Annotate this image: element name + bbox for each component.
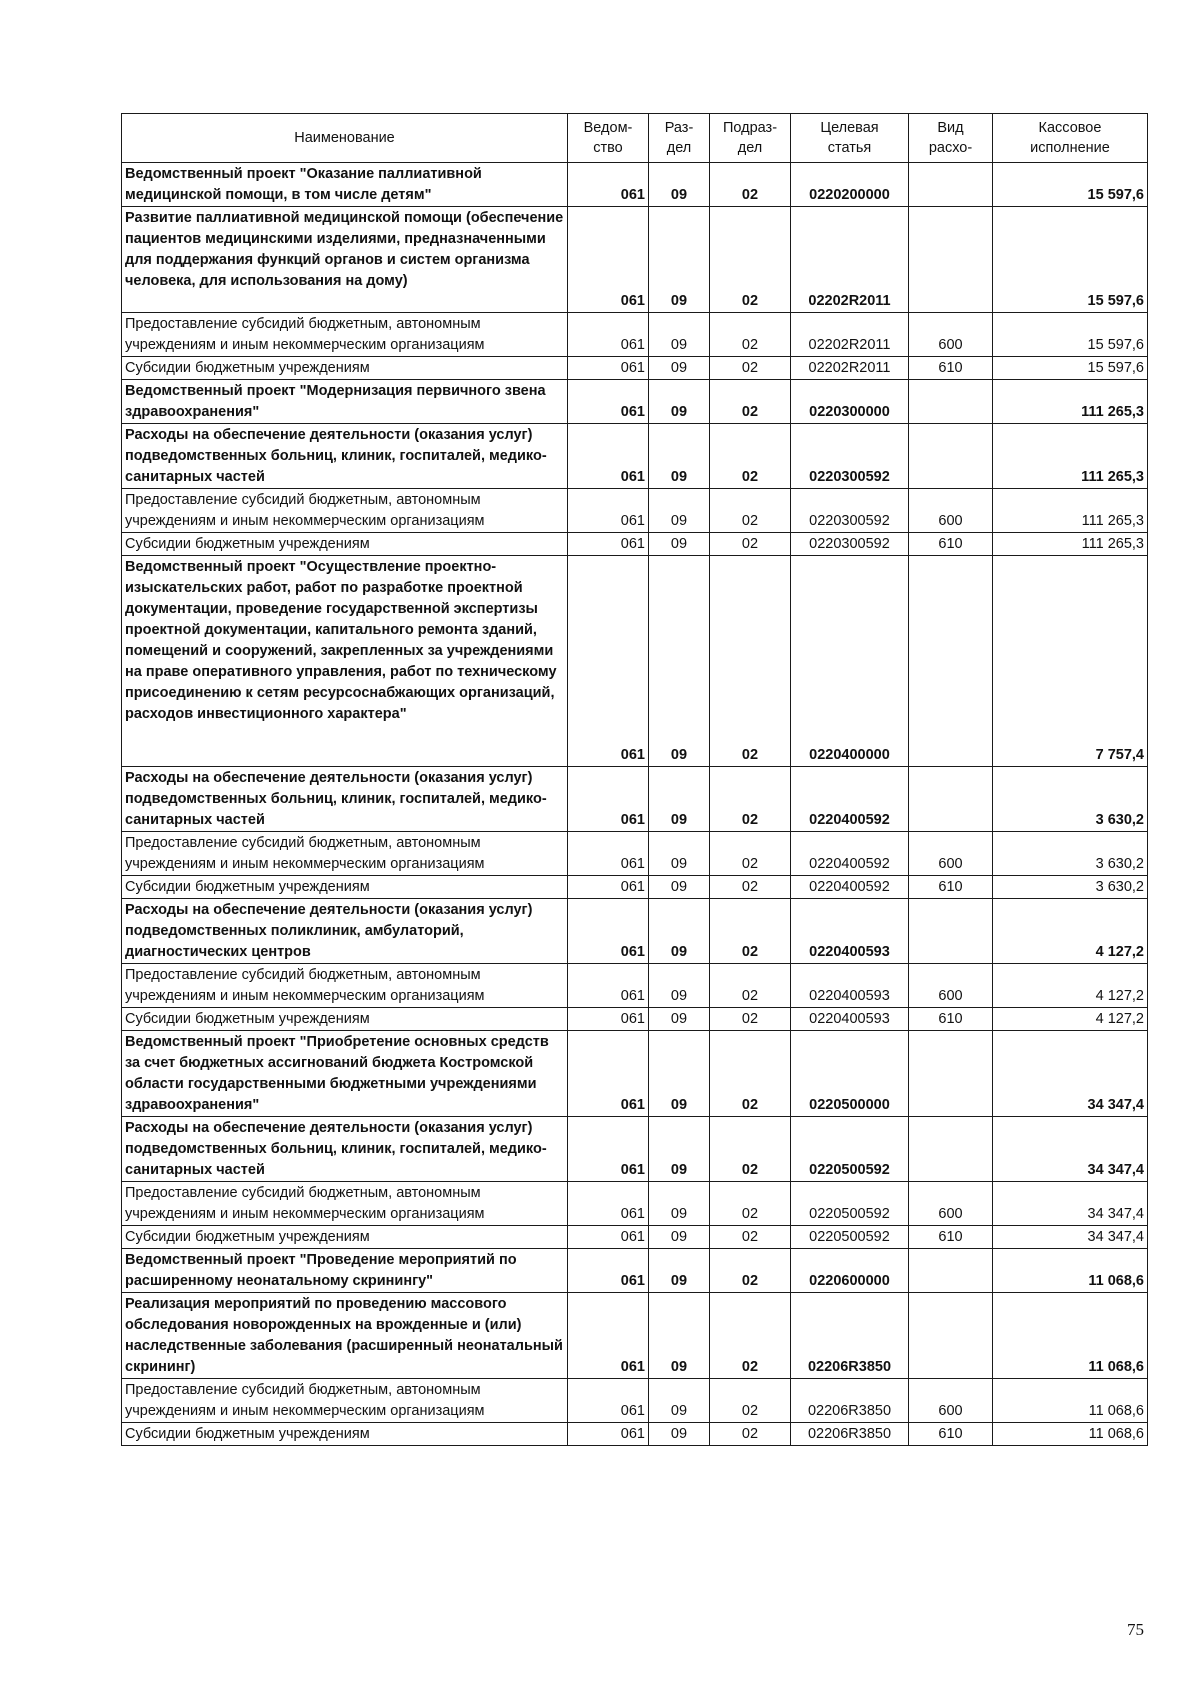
table-row xyxy=(122,899,1148,964)
cell-statya: 0220600000 xyxy=(791,1249,909,1293)
budget-table xyxy=(121,113,1148,1446)
table-row xyxy=(122,767,1148,832)
cell-podrazdel: 02 xyxy=(710,1379,791,1423)
cell-razdel: 09 xyxy=(649,1293,710,1379)
page-number: 75 xyxy=(1127,1620,1144,1639)
col-header-vid: Вид расхо- xyxy=(909,114,993,163)
cell-ved: 061 xyxy=(568,832,649,876)
cell-vid: 600 xyxy=(909,489,993,533)
cell-ved: 061 xyxy=(568,1226,649,1249)
col-header-kassa: Кассовое исполнение xyxy=(993,114,1148,163)
cell-razdel: 09 xyxy=(649,1379,710,1423)
cell-ved: 061 xyxy=(568,489,649,533)
cell-razdel: 09 xyxy=(649,207,710,313)
cell-amount: 111 265,3 xyxy=(993,380,1148,424)
cell-ved: 061 xyxy=(568,1249,649,1293)
col-header-name: Наименование xyxy=(122,114,568,163)
cell-razdel: 09 xyxy=(649,1031,710,1117)
cell-razdel: 09 xyxy=(649,313,710,357)
cell-name: Предоставление субсидий бюджетным, автономным учреждениям и иным некоммерческим организациям xyxy=(122,1182,568,1226)
cell-name: Субсидии бюджетным учреждениям xyxy=(122,1423,568,1446)
cell-razdel: 09 xyxy=(649,1249,710,1293)
cell-statya: 0220300000 xyxy=(791,380,909,424)
cell-ved: 061 xyxy=(568,533,649,556)
cell-ved: 061 xyxy=(568,1008,649,1031)
cell-ved: 061 xyxy=(568,1031,649,1117)
cell-podrazdel: 02 xyxy=(710,380,791,424)
cell-vid: 610 xyxy=(909,1423,993,1446)
table-row xyxy=(122,1293,1148,1379)
cell-razdel: 09 xyxy=(649,767,710,832)
cell-razdel: 09 xyxy=(649,1182,710,1226)
cell-statya: 0220300592 xyxy=(791,533,909,556)
cell-amount: 111 265,3 xyxy=(993,424,1148,489)
cell-podrazdel: 02 xyxy=(710,1226,791,1249)
table-row xyxy=(122,1008,1148,1031)
cell-statya: 0220300592 xyxy=(791,489,909,533)
cell-razdel: 09 xyxy=(649,1226,710,1249)
cell-amount: 15 597,6 xyxy=(993,313,1148,357)
cell-razdel: 09 xyxy=(649,380,710,424)
cell-amount: 3 630,2 xyxy=(993,832,1148,876)
table-row xyxy=(122,1117,1148,1182)
cell-razdel: 09 xyxy=(649,533,710,556)
cell-statya: 02202R2011 xyxy=(791,207,909,313)
cell-amount: 11 068,6 xyxy=(993,1249,1148,1293)
cell-ved: 061 xyxy=(568,556,649,767)
cell-name: Развитие паллиативной медицинской помощи (обеспечение пациентов медицинскими изделиями, предназначенными для поддержания функций органов и систем организма человека, для использования на дому) xyxy=(122,207,568,313)
cell-vid: 610 xyxy=(909,357,993,380)
cell-amount: 34 347,4 xyxy=(993,1226,1148,1249)
cell-ved: 061 xyxy=(568,1379,649,1423)
cell-statya: 0220400592 xyxy=(791,832,909,876)
cell-statya: 0220400592 xyxy=(791,767,909,832)
cell-statya: 0220400593 xyxy=(791,964,909,1008)
cell-ved: 061 xyxy=(568,1293,649,1379)
cell-vid xyxy=(909,207,993,313)
cell-amount: 15 597,6 xyxy=(993,357,1148,380)
cell-razdel: 09 xyxy=(649,899,710,964)
cell-ved: 061 xyxy=(568,1117,649,1182)
cell-name: Предоставление субсидий бюджетным, автономным учреждениям и иным некоммерческим организациям xyxy=(122,489,568,533)
table-row xyxy=(122,1249,1148,1293)
cell-vid xyxy=(909,556,993,767)
cell-name: Субсидии бюджетным учреждениям xyxy=(122,876,568,899)
cell-statya: 0220500592 xyxy=(791,1182,909,1226)
table-row xyxy=(122,163,1148,207)
table-row xyxy=(122,357,1148,380)
cell-podrazdel: 02 xyxy=(710,163,791,207)
cell-statya: 0220500000 xyxy=(791,1031,909,1117)
cell-statya: 0220400593 xyxy=(791,899,909,964)
cell-vid: 610 xyxy=(909,533,993,556)
cell-vid: 600 xyxy=(909,964,993,1008)
cell-name: Ведомственный проект "Приобретение основных средств за счет бюджетных ассигнований бюджета Костромской области государственными бюджетными учреждениями здравоохранения" xyxy=(122,1031,568,1117)
cell-name: Расходы на обеспечение деятельности (оказания услуг) подведомственных больниц, клиник, госпиталей, медико-санитарных частей xyxy=(122,1117,568,1182)
cell-name: Предоставление субсидий бюджетным, автономным учреждениям и иным некоммерческим организациям xyxy=(122,832,568,876)
cell-ved: 061 xyxy=(568,357,649,380)
cell-razdel: 09 xyxy=(649,163,710,207)
cell-razdel: 09 xyxy=(649,357,710,380)
cell-statya: 0220200000 xyxy=(791,163,909,207)
cell-razdel: 09 xyxy=(649,832,710,876)
cell-podrazdel: 02 xyxy=(710,899,791,964)
table-row xyxy=(122,380,1148,424)
cell-ved: 061 xyxy=(568,876,649,899)
table-row xyxy=(122,533,1148,556)
cell-amount: 4 127,2 xyxy=(993,899,1148,964)
cell-vid xyxy=(909,899,993,964)
cell-amount: 11 068,6 xyxy=(993,1293,1148,1379)
cell-statya: 0220300592 xyxy=(791,424,909,489)
cell-name: Предоставление субсидий бюджетным, автономным учреждениям и иным некоммерческим организациям xyxy=(122,964,568,1008)
cell-ved: 061 xyxy=(568,207,649,313)
table-row xyxy=(122,424,1148,489)
col-header-razdel: Раз- дел xyxy=(649,114,710,163)
cell-podrazdel: 02 xyxy=(710,556,791,767)
cell-ved: 061 xyxy=(568,964,649,1008)
cell-podrazdel: 02 xyxy=(710,1249,791,1293)
cell-podrazdel: 02 xyxy=(710,489,791,533)
cell-podrazdel: 02 xyxy=(710,533,791,556)
cell-podrazdel: 02 xyxy=(710,313,791,357)
table-row xyxy=(122,832,1148,876)
cell-name: Расходы на обеспечение деятельности (оказания услуг) подведомственных больниц, клиник, госпиталей, медико-санитарных частей xyxy=(122,767,568,832)
cell-amount: 34 347,4 xyxy=(993,1031,1148,1117)
cell-name: Реализация мероприятий по проведению массового обследования новорожденных на врожденные и (или) наследственные заболевания (расширенный неонатальный скрининг) xyxy=(122,1293,568,1379)
cell-statya: 0220500592 xyxy=(791,1117,909,1182)
cell-vid xyxy=(909,380,993,424)
table-body xyxy=(122,163,1148,1446)
cell-podrazdel: 02 xyxy=(710,207,791,313)
table-row xyxy=(122,876,1148,899)
cell-razdel: 09 xyxy=(649,556,710,767)
col-header-ved: Ведом- ство xyxy=(568,114,649,163)
cell-vid: 610 xyxy=(909,876,993,899)
cell-statya: 0220400000 xyxy=(791,556,909,767)
cell-statya: 02202R2011 xyxy=(791,313,909,357)
cell-amount: 4 127,2 xyxy=(993,1008,1148,1031)
cell-statya: 0220400592 xyxy=(791,876,909,899)
cell-amount: 34 347,4 xyxy=(993,1117,1148,1182)
cell-ved: 061 xyxy=(568,313,649,357)
cell-razdel: 09 xyxy=(649,876,710,899)
cell-ved: 061 xyxy=(568,424,649,489)
cell-vid: 610 xyxy=(909,1226,993,1249)
table-row xyxy=(122,1182,1148,1226)
table-row xyxy=(122,1379,1148,1423)
cell-amount: 11 068,6 xyxy=(993,1423,1148,1446)
table-row xyxy=(122,964,1148,1008)
cell-ved: 061 xyxy=(568,1182,649,1226)
cell-name: Субсидии бюджетным учреждениям xyxy=(122,533,568,556)
cell-name: Ведомственный проект "Оказание паллиативной медицинской помощи, в том числе детям" xyxy=(122,163,568,207)
cell-amount: 7 757,4 xyxy=(993,556,1148,767)
cell-amount: 34 347,4 xyxy=(993,1182,1148,1226)
cell-vid: 600 xyxy=(909,1379,993,1423)
cell-vid: 600 xyxy=(909,313,993,357)
cell-podrazdel: 02 xyxy=(710,832,791,876)
cell-podrazdel: 02 xyxy=(710,1182,791,1226)
cell-podrazdel: 02 xyxy=(710,1117,791,1182)
cell-vid xyxy=(909,424,993,489)
col-header-podrazdel: Подраз- дел xyxy=(710,114,791,163)
cell-vid xyxy=(909,1293,993,1379)
table-row xyxy=(122,489,1148,533)
cell-statya: 02206R3850 xyxy=(791,1293,909,1379)
cell-amount: 15 597,6 xyxy=(993,207,1148,313)
cell-podrazdel: 02 xyxy=(710,1293,791,1379)
cell-statya: 0220400593 xyxy=(791,1008,909,1031)
cell-name: Ведомственный проект "Проведение мероприятий по расширенному неонатальному скринингу" xyxy=(122,1249,568,1293)
cell-vid: 610 xyxy=(909,1008,993,1031)
cell-vid xyxy=(909,1117,993,1182)
col-header-statya: Целевая статья xyxy=(791,114,909,163)
cell-podrazdel: 02 xyxy=(710,964,791,1008)
cell-name: Расходы на обеспечение деятельности (оказания услуг) подведомственных поликлиник, амбулаторий, диагностических центров xyxy=(122,899,568,964)
cell-podrazdel: 02 xyxy=(710,767,791,832)
cell-ved: 061 xyxy=(568,899,649,964)
cell-podrazdel: 02 xyxy=(710,876,791,899)
table-row xyxy=(122,1423,1148,1446)
cell-name: Субсидии бюджетным учреждениям xyxy=(122,1226,568,1249)
cell-amount: 3 630,2 xyxy=(993,767,1148,832)
cell-vid: 600 xyxy=(909,832,993,876)
table-header xyxy=(122,114,1148,163)
table-row xyxy=(122,1226,1148,1249)
cell-name: Предоставление субсидий бюджетным, автономным учреждениям и иным некоммерческим организациям xyxy=(122,313,568,357)
cell-statya: 0220500592 xyxy=(791,1226,909,1249)
cell-ved: 061 xyxy=(568,380,649,424)
cell-statya: 02202R2011 xyxy=(791,357,909,380)
cell-name: Расходы на обеспечение деятельности (оказания услуг) подведомственных больниц, клиник, госпиталей, медико-санитарных частей xyxy=(122,424,568,489)
cell-vid xyxy=(909,1031,993,1117)
cell-amount: 4 127,2 xyxy=(993,964,1148,1008)
cell-razdel: 09 xyxy=(649,1008,710,1031)
table-row xyxy=(122,556,1148,767)
cell-vid xyxy=(909,1249,993,1293)
cell-podrazdel: 02 xyxy=(710,357,791,380)
cell-ved: 061 xyxy=(568,1423,649,1446)
cell-vid xyxy=(909,163,993,207)
cell-podrazdel: 02 xyxy=(710,1031,791,1117)
cell-vid xyxy=(909,767,993,832)
table-row xyxy=(122,313,1148,357)
cell-name: Ведомственный проект "Модернизация первичного звена здравоохранения" xyxy=(122,380,568,424)
cell-podrazdel: 02 xyxy=(710,424,791,489)
cell-amount: 3 630,2 xyxy=(993,876,1148,899)
table-row xyxy=(122,207,1148,313)
cell-ved: 061 xyxy=(568,163,649,207)
cell-vid: 600 xyxy=(909,1182,993,1226)
cell-name: Предоставление субсидий бюджетным, автономным учреждениям и иным некоммерческим организациям xyxy=(122,1379,568,1423)
cell-razdel: 09 xyxy=(649,489,710,533)
cell-ved: 061 xyxy=(568,767,649,832)
cell-amount: 15 597,6 xyxy=(993,163,1148,207)
cell-podrazdel: 02 xyxy=(710,1423,791,1446)
cell-name: Субсидии бюджетным учреждениям xyxy=(122,357,568,380)
table-row xyxy=(122,1031,1148,1117)
cell-amount: 11 068,6 xyxy=(993,1379,1148,1423)
cell-razdel: 09 xyxy=(649,1423,710,1446)
cell-name: Субсидии бюджетным учреждениям xyxy=(122,1008,568,1031)
cell-razdel: 09 xyxy=(649,424,710,489)
cell-podrazdel: 02 xyxy=(710,1008,791,1031)
cell-amount: 111 265,3 xyxy=(993,489,1148,533)
cell-name: Ведомственный проект "Осуществление проектно-изыскательских работ, работ по разработке проектной документации, проведение государственной экспертизы проектной документации, капитального ремонта зданий, помещений и сооружений, закрепленных за учреждениями на праве оперативного управления, работ по техническому присоединению к сетям ресурсоснабжающих организаций, расходов инвестиционного характера" xyxy=(122,556,568,767)
cell-razdel: 09 xyxy=(649,964,710,1008)
cell-amount: 111 265,3 xyxy=(993,533,1148,556)
cell-razdel: 09 xyxy=(649,1117,710,1182)
cell-statya: 02206R3850 xyxy=(791,1379,909,1423)
cell-statya: 02206R3850 xyxy=(791,1423,909,1446)
